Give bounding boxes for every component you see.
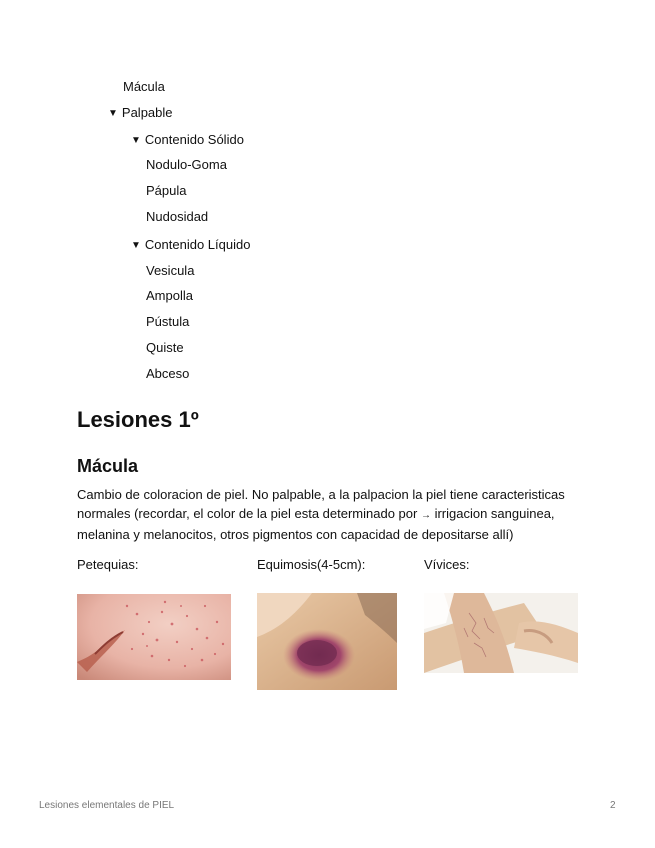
tree-item-nodulo-goma <box>146 157 227 173</box>
tree-item-nudosidad <box>146 209 208 225</box>
section-subtitle: Mácula <box>77 456 139 476</box>
tree-item-label: Palpable <box>121 105 173 120</box>
footer-title: Lesiones elementales de PIEL <box>39 800 175 811</box>
section-paragraph <box>77 485 577 544</box>
tree-item-label: Pápula <box>146 183 187 198</box>
tree-item-label: Mácula <box>123 79 165 94</box>
tree-item-palpable[interactable] <box>108 105 173 122</box>
paragraph-text: irrigacion sanguinea, melanina y melanocitos, otros pigmentos con capacidad de depositarse allí) <box>77 506 555 542</box>
tree-item-contenido-solido[interactable] <box>131 132 244 149</box>
triangle-down-icon[interactable]: ▼ <box>131 135 141 146</box>
tree-item-macula <box>123 79 165 95</box>
paragraph-text: Cambio de coloracion de piel. No palpable, a la palpacion la piel tiene caracteristicas normales (recordar, el color de la piel esta determinado por <box>77 487 565 521</box>
triangle-down-icon[interactable]: ▼ <box>108 108 118 119</box>
tree-item-label: Pústula <box>146 314 190 329</box>
page-number: 2 <box>610 800 616 811</box>
tree-item-ampolla <box>146 288 193 304</box>
tree-item-contenido-liquido[interactable] <box>131 237 250 254</box>
tree-item-label: Nudosidad <box>146 209 209 224</box>
tree-item-label: Vesicula <box>146 263 195 278</box>
equimosis-image <box>257 593 397 690</box>
tree-item-vesicula <box>146 263 194 279</box>
tree-item-quiste <box>146 340 184 356</box>
tree-item-label: Contenido Líquido <box>144 237 251 252</box>
petequias-image <box>77 594 231 680</box>
tree-item-label: Abceso <box>146 366 190 381</box>
caption-vivices: Vívices: <box>424 557 470 572</box>
caption-equimosis: Equimosis(4-5cm): <box>257 557 366 572</box>
tree-item-abceso <box>146 366 189 382</box>
tree-item-papula <box>146 183 186 199</box>
tree-item-label: Ampolla <box>146 288 193 303</box>
tree-item-pustula <box>146 314 189 330</box>
tree-item-label: Nodulo-Goma <box>146 157 227 172</box>
arrow-right-icon: → <box>420 510 431 521</box>
vivices-image <box>424 593 578 673</box>
section-title: Lesiones 1º <box>77 407 199 432</box>
tree-item-label: Contenido Sólido <box>144 132 244 147</box>
tree-item-label: Quiste <box>146 340 184 355</box>
caption-petequias: Petequias: <box>77 557 139 572</box>
triangle-down-icon[interactable]: ▼ <box>131 240 141 251</box>
